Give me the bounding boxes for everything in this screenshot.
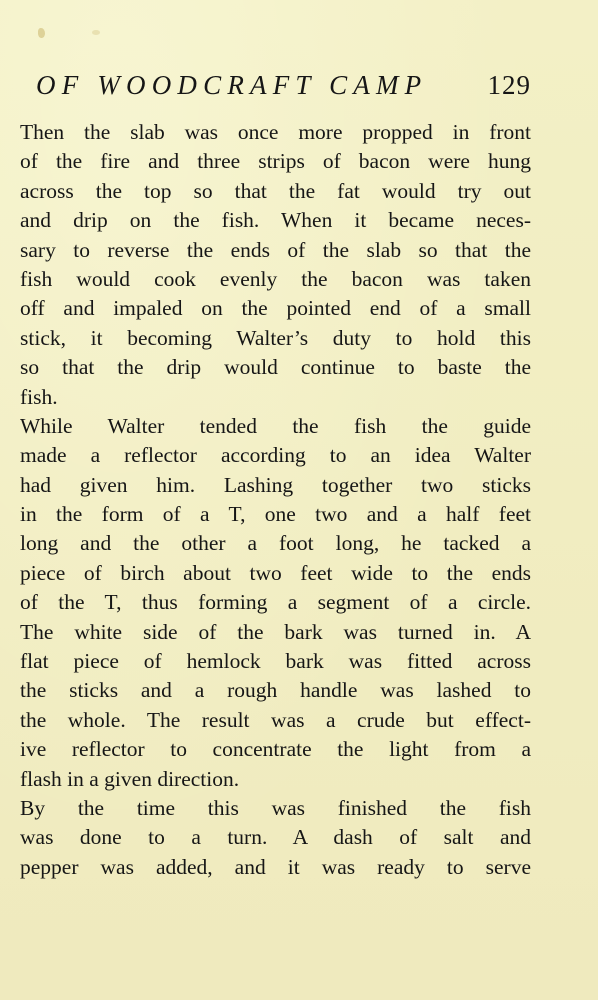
text-line: and drip on the fish. When it became neces- <box>20 208 531 233</box>
paper-stain <box>38 28 45 38</box>
text-line: was done to a turn. A dash of salt and <box>20 825 531 850</box>
text-line: the sticks and a rough handle was lashed to <box>20 678 531 703</box>
running-head <box>36 70 531 110</box>
text-line: long and the other a foot long, he tacked a <box>20 531 531 556</box>
text-line: across the top so that the fat would try out <box>20 178 531 203</box>
text-line: had given him. Lashing together two sticks <box>20 472 531 497</box>
text-line: While Walter tended the fish the guide <box>20 413 531 438</box>
text-line: fish. <box>20 384 58 409</box>
text-line: Then the slab was once more propped in front <box>20 120 531 144</box>
text-line: in the form of a T, one two and a half feet <box>20 502 531 527</box>
text-line: flash in a given direction. <box>20 766 240 791</box>
text-line: pepper was added, and it was ready to serve <box>20 854 531 879</box>
text-line: off and impaled on the pointed end of a small <box>20 296 531 321</box>
page-number: 129 <box>487 70 531 100</box>
text-line: fish would cook evenly the bacon was taken <box>20 266 531 291</box>
text-line: so that the drip would continue to baste the <box>20 355 531 380</box>
text-line: the whole. The result was a crude but effect- <box>20 707 531 732</box>
body-text <box>20 118 531 882</box>
running-head-title: OF WOODCRAFT CAMP <box>36 70 428 100</box>
text-line: The white side of the bark was turned in. A <box>20 619 531 644</box>
text-line: flat piece of hemlock bark was fitted across <box>20 649 531 674</box>
paper-stain <box>92 30 100 35</box>
text-line: sary to reverse the ends of the slab so that the <box>20 237 531 262</box>
text-line: piece of birch about two feet wide to the ends <box>20 560 531 585</box>
text-line: of the fire and three strips of bacon were hung <box>20 149 531 174</box>
text-line: By the time this was finished the fish <box>20 795 531 820</box>
text-line: made a reflector according to an idea Walter <box>20 443 531 468</box>
text-line: of the T, thus forming a segment of a circle. <box>20 590 531 615</box>
text-line: stick, it becoming Walter’s duty to hold this <box>20 325 531 350</box>
text-line: ive reflector to concentrate the light from a <box>20 737 531 762</box>
